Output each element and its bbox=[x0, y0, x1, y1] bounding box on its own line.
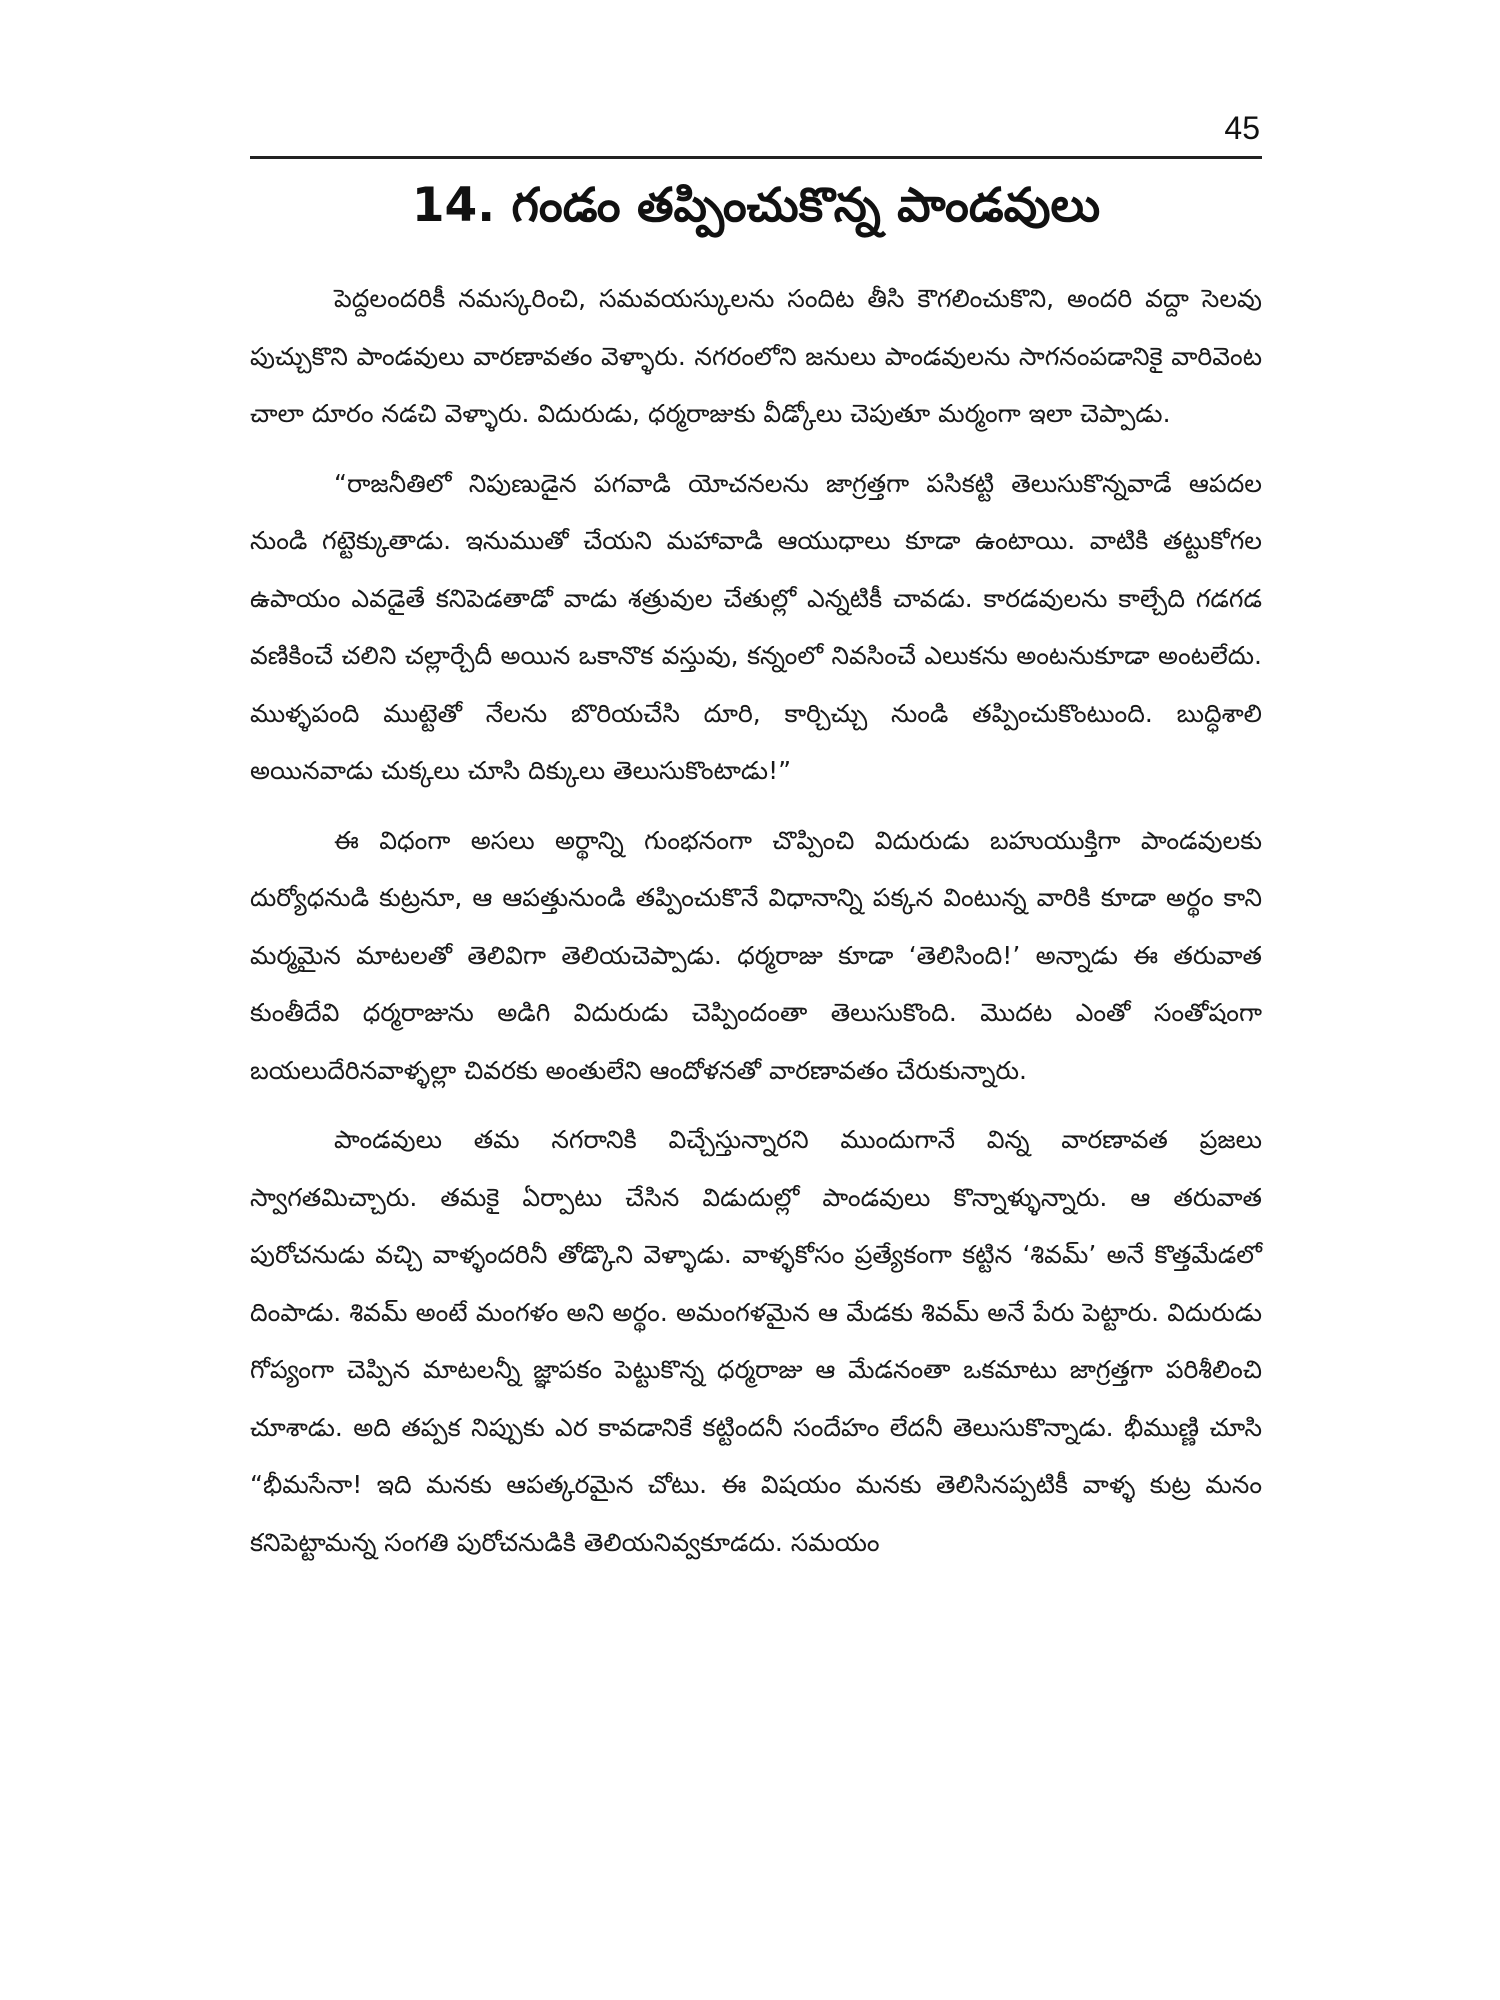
body-text bbox=[250, 270, 1262, 1583]
paragraph-1: పెద్దలందరికీ నమస్కరించి, సమవయస్కులను సందిట తీసి కౌగలించుకొని, అందరి వద్దా సెలవు పుచ్చుకొని పాండవులు వారణావతం వెళ్ళారు. నగరంలోని జనులు పాండవులను సాగనంపడానికై వారివెంట చాలా దూరం నడచి వెళ్ళారు. విదురుడు, ధర్మరాజుకు వీడ్కోలు చెపుతూ మర్మంగా ఇలా చెప్పాడు. bbox=[250, 284, 1262, 428]
paragraph-4: పాండవులు తమ నగరానికి విచ్చేస్తున్నారని ముందుగానే విన్న వారణావత ప్రజలు స్వాగతమిచ్చారు. తమకై ఏర్పాటు చేసిన విడుదుల్లో పాండవులు కొన్నాళ్ళున్నారు. ఆ తరువాత పురోచనుడు వచ్చి వాళ్ళందరినీ తోడ్కొని వెళ్ళాడు. వాళ్ళకోసం ప్రత్యేకంగా కట్టిన ‘శివమ్’ అనే కొత్తమేడలో దింపాడు. శివమ్ అంటే మంగళం అని అర్థం. అమంగళమైన ఆ మేడకు శివమ్ అనే పేరు పెట్టారు. విదురుడు గోప్యంగా చెప్పిన మాటలన్నీ జ్ఞాపకం పెట్టుకొన్న ధర్మరాజు ఆ మేడనంతా ఒకమాటు జాగ్రత్తగా పరిశీలించి చూశాడు. అది తప్పక నిప్పుకు ఎర కావడానికే కట్టిందనీ సందేహం లేదనీ తెలుసుకొన్నాడు. భీముణ్ణి చూసి “భీమసేనా! ఇది మనకు ఆపత్కరమైన చోటు. ఈ విషయం మనకు తెలిసినప్పటికీ వాళ్ళ కుట్ర మనం కనిపెట్టామన్న సంగతి పురోచనుడికి తెలియనివ్వకూడదు. సమయం bbox=[250, 1125, 1262, 1557]
paragraph-2: “రాజనీతిలో నిపుణుడైన పగవాడి యోచనలను జాగ్రత్తగా పసికట్టి తెలుసుకొన్నవాడే ఆపదల నుండి గట్టెక్కుతాడు. ఇనుముతో చేయని మహావాడి ఆయుధాలు కూడా ఉంటాయి. వాటికి తట్టుకోగల ఉపాయం ఎవడైతే కనిపెడతాడో వాడు శత్రువుల చేతుల్లో ఎన్నటికీ చావడు. కారడవులను కాల్చేది గడగడ వణికించే చలిని చల్లార్చేదీ అయిన ఒకానొక వస్తువు, కన్నంలో నివసించే ఎలుకను అంటనుకూడా అంటలేదు. ముళ్ళపంది ముట్టెతో నేలను బొరియచేసి దూరి, కార్చిచ్చు నుండి తప్పించుకొంటుంది. బుద్ధిశాలి అయినవాడు చుక్కలు చూసి దిక్కులు తెలుసుకొంటాడు!” bbox=[250, 468, 1262, 785]
chapter-title: 14. గండం తప్పించుకొన్న పాండవులు bbox=[411, 178, 1101, 233]
paragraph-3: ఈ విధంగా అసలు అర్థాన్ని గుంభనంగా చొప్పించి విదురుడు బహుయుక్తిగా పాండవులకు దుర్యోధనుడి కుట్రనూ, ఆ ఆపత్తునుండి తప్పించుకొనే విధానాన్ని పక్కన వింటున్న వారికి కూడా అర్థం కాని మర్మమైన మాటలతో తెలివిగా తెలియచెప్పాడు. ధర్మరాజు కూడా ‘తెలిసింది!’ అన్నాడు ఈ తరువాత కుంతీదేవి ధర్మరాజును అడిగి విదురుడు చెప్పిందంతా తెలుసుకొంది. మొదట ఎంతో సంతోషంగా బయలుదేరినవాళ్ళల్లా చివరకు అంతులేని ఆందోళనతో వారణావతం చేరుకున్నారు. bbox=[250, 825, 1262, 1085]
header-rule bbox=[250, 156, 1262, 159]
page-number: 45 bbox=[1224, 110, 1260, 146]
